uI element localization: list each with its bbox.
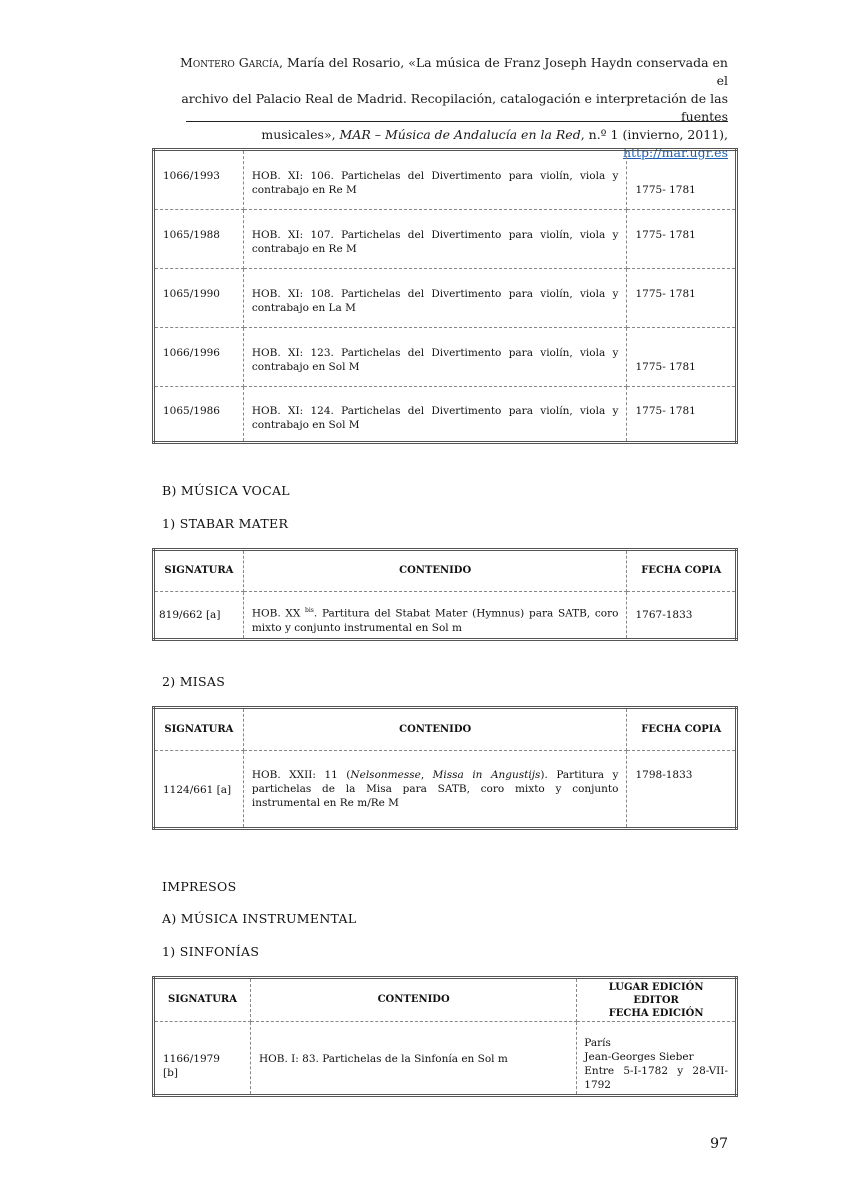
divertimentos-table (152, 148, 738, 444)
table-row: 1065/1990 HOB. XI: 108. Partichelas del Divertimento para violín, viola y contrabajo en La M 1775- 1781 (154, 269, 737, 328)
table-header-row (154, 978, 737, 1022)
col-fecha-edicion: FECHA EDICIÓN (608, 1007, 704, 1019)
citation-header: Montero García, María del Rosario, «La música de Franz Joseph Haydn conservada en el archivo del Palacio Real de Madrid. Recopilación, catalogación e interpretación de las fuentes musicales», MAR – Música de Andalucía en la Red, n.º 1 (invierno, 2011), http://mar.ugr.es (180, 55, 728, 160)
col-contenido: CONTENIDO (250, 978, 576, 1022)
journal-link[interactable]: http://mar.ugr.es (622, 145, 728, 160)
col-fecha-copia: FECHA COPIA (627, 550, 737, 592)
col-contenido: CONTENIDO (243, 708, 627, 751)
section-impresos: IMPRESOS (162, 879, 237, 894)
section-misas: 2) MISAS (162, 674, 226, 689)
col-contenido: CONTENIDO (243, 550, 627, 592)
col-fecha-copia: FECHA COPIA (627, 708, 737, 751)
table-row: 1124/661 [a] HOB. XXII: 11 (Nelsonmesse, Missa in Angustijs). Partitura y partichelas de la Misa para SATB, coro mixto y conjunto instrumental en Re m/Re M 1798-1833 (154, 751, 737, 829)
table-row: 1065/1986 HOB. XI: 124. Partichelas del Divertimento para violín, viola y contrabajo en Sol M 1775- 1781 (154, 387, 737, 443)
sinfonias-table (152, 976, 738, 1097)
author-name: Montero García (180, 55, 279, 70)
section-musica-instrumental: A) MÚSICA INSTRUMENTAL (162, 911, 357, 926)
section-sinfonias: 1) SINFONÍAS (162, 944, 260, 959)
table-row: 1065/1988 HOB. XI: 107. Partichelas del Divertimento para violín, viola y contrabajo en Re M 1775- 1781 (154, 210, 737, 269)
table-header-row (154, 550, 737, 592)
stabat-mater-table (152, 548, 738, 641)
col-signatura: SIGNATURA (154, 708, 244, 751)
page-number: 97 (710, 1136, 728, 1152)
col-lugar-edicion: LUGAR EDICIÓN (608, 981, 704, 993)
section-stabat-mater: 1) STABAR MATER (162, 516, 289, 531)
col-editor: EDITOR (633, 994, 679, 1006)
journal-title: MAR – Música de Andalucía en la Red (339, 127, 581, 142)
header-rule (186, 121, 728, 122)
table-row: 1166/1979 [b] HOB. I: 83. Partichelas de la Sinfonía en Sol m París Jean-Georges Sieber Entre 5-I-1782 y 28-VII-1792 (154, 1022, 737, 1096)
table-header-row (154, 708, 737, 751)
col-signatura: SIGNATURA (154, 550, 244, 592)
col-signatura: SIGNATURA (154, 978, 251, 1022)
table-row: 819/662 [a] HOB. XX $^{bis}$. Partitura del Stabat Mater (Hymnus) para SATB, coro mixto y conjunto instrumental en Sol m 1767-1833 (154, 592, 737, 640)
section-musica-vocal: B) MÚSICA VOCAL (162, 483, 290, 498)
table-row: 1066/1996 HOB. XI: 123. Partichelas del Divertimento para violín, viola y contrabajo en Sol M 1775- 1781 (154, 328, 737, 387)
table-row: 1066/1993 HOB. XI: 106. Partichelas del Divertimento para violín, viola y contrabajo en Re M 1775- 1781 (154, 150, 737, 210)
misas-table (152, 706, 738, 830)
